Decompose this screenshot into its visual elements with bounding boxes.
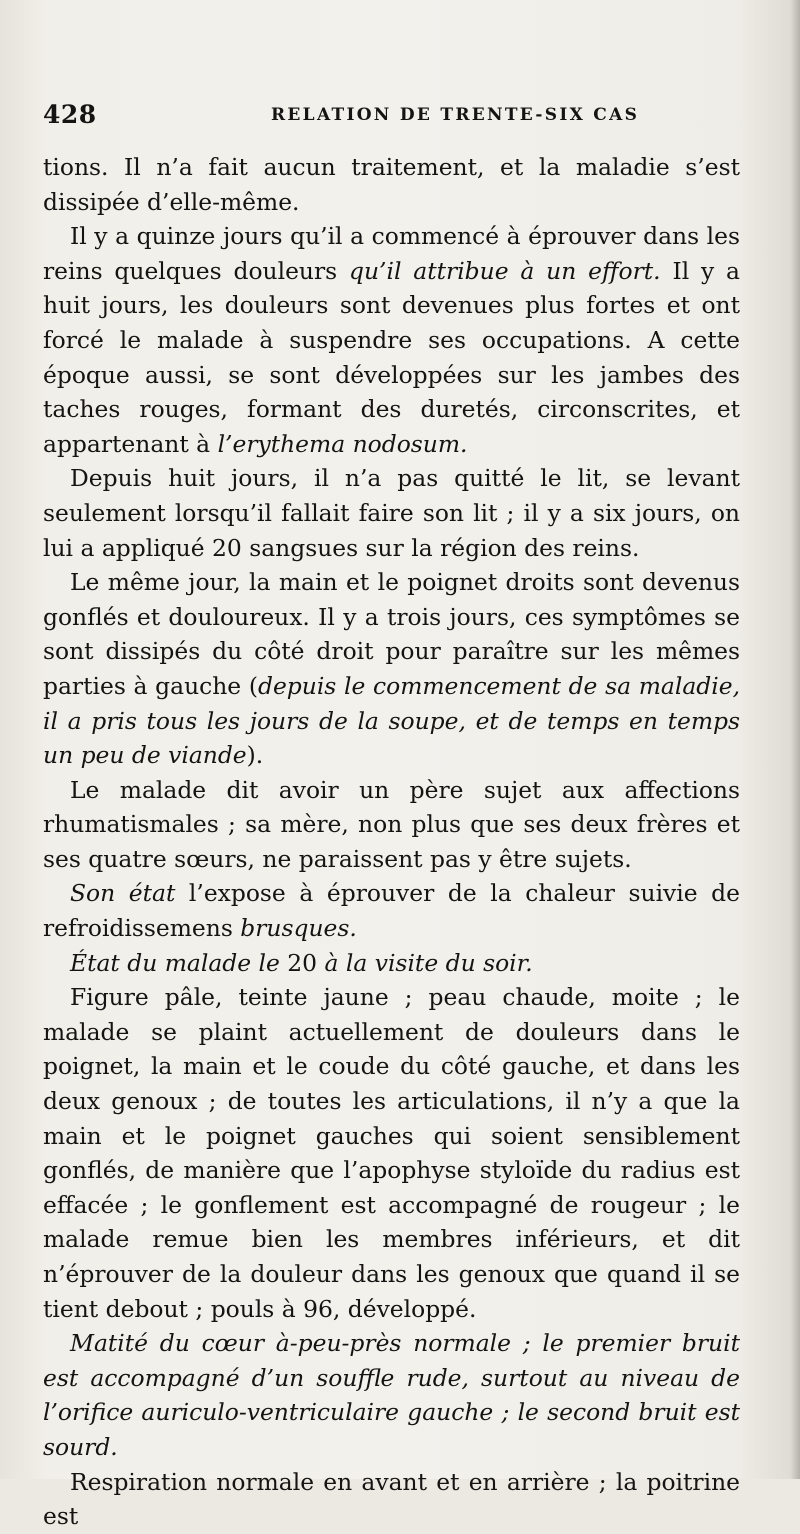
page-number: 428 (43, 100, 97, 129)
italic-text-run: État du malade le (70, 948, 288, 977)
paragraph (43, 461, 740, 565)
paragraph (43, 1465, 740, 1534)
italic-text-run: depuis le commencement de sa maladie, il a pris tous les jours de la soupe, et de temps en temps un peu de viande (43, 671, 741, 770)
body-text (43, 150, 740, 1534)
text-run: 20 (287, 948, 318, 977)
italic-text-run: l’erythema nodosum. (217, 429, 468, 458)
paragraph (43, 219, 740, 461)
text-run: Figure pâle, teinte jaune ; peau chaude, moite ; le malade se plaint actuellement de douleurs dans le poignet, la main et le coude du côté gauche, et dans les deux genoux ; de toutes les articulations, il n’y a que la main et le poignet gauches qui soient sensiblement gonflés, de manière que l’apophyse styloïde du radius est effacée ; le gonflement est accompagné de rougeur ; le malade remue bien les membres inférieurs, et dit n’éprouver de la douleur dans les genoux que quand il se tient debout ; pouls à 96, développé. (43, 983, 740, 1323)
paragraph (43, 773, 740, 877)
text-run: ). (246, 741, 264, 770)
italic-text-run: brusques. (240, 914, 357, 943)
paragraph (43, 980, 740, 1326)
paragraph (43, 876, 740, 945)
italic-text-run: à la visite du soir. (317, 948, 533, 977)
paragraph (43, 150, 740, 219)
page-edge-shadow (790, 0, 800, 1479)
text-run: Le même jour, la main et le poignet droits sont devenus gonflés et douloureux. Il y a trois jours, ces symptômes se sont dissipés du côté droit pour paraître sur les mêmes parties à gauche ( (43, 568, 740, 700)
text-run: Le malade dit avoir un père sujet aux affections rhumatismales ; sa mère, non plus que ses deux frères et ses quatre sœurs, ne paraissent pas y être sujets. (43, 775, 740, 873)
text-run: Respiration normale en avant et en arrière ; la poitrine est (43, 1467, 740, 1531)
page-header (43, 100, 743, 132)
text-run: Il y a huit jours, les douleurs sont devenues plus fortes et ont forcé le malade à suspendre ses occupations. A cette époque aussi, se sont développées sur les jambes des taches rouges, formant des duretés, circonscrites, et appartenant à (43, 256, 740, 458)
text-run: Depuis huit jours, il n’a pas quitté le lit, se levant seulement lorsqu’il fallait faire son lit ; il y a six jours, on lui a appliqué 20 sangsues sur la région des reins. (43, 464, 740, 562)
italic-text-run: Son état (70, 879, 176, 908)
paragraph (43, 946, 740, 981)
italic-text-run: Matité du cœur à-peu-près normale ; le premier bruit est accompagné d’un souffle rude, surtout au niveau de l’orifice auriculo-ventriculaire gauche ; le second bruit est sourd. (43, 1329, 740, 1461)
text-run: tions. Il n’a fait aucun traitement, et la maladie s’est dissipée d’elle-même. (43, 153, 740, 216)
paragraph (43, 1326, 740, 1464)
italic-text-run: qu’il attribue à un effort. (349, 256, 661, 285)
text-run: l’expose à éprouver de la chaleur suivie de refroidissemens (43, 879, 740, 943)
text-run: Il y a quinze jours qu’il a commencé à éprouver dans les reins quelques douleurs (43, 222, 740, 285)
running-title: RELATION DE TRENTE-SIX CAS (271, 105, 640, 125)
paragraph (43, 565, 740, 773)
